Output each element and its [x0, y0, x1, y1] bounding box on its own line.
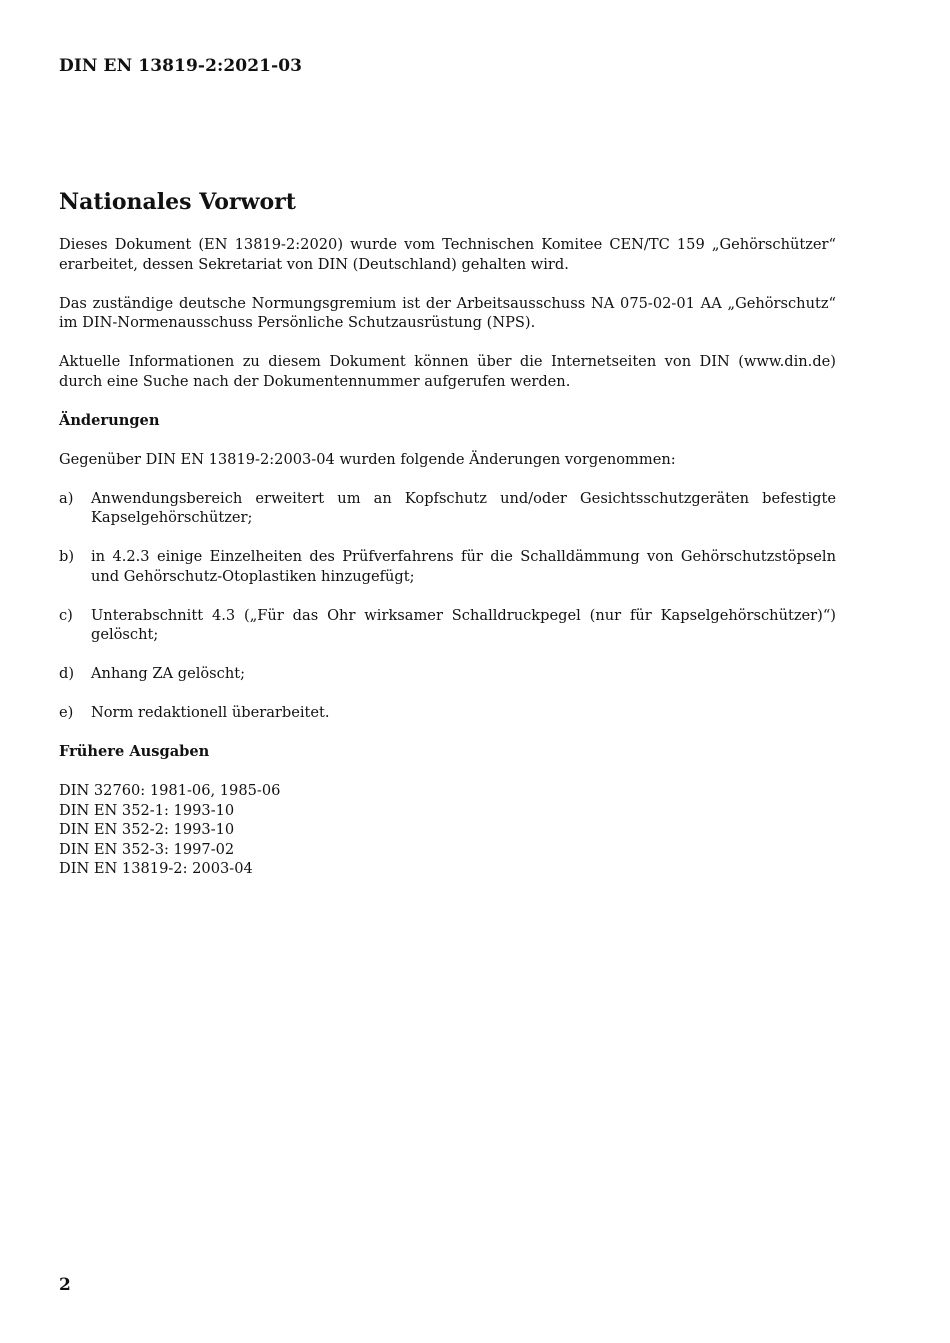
- list-item: [59, 664, 836, 684]
- list-item-text: Anwendungsbereich erweitert um an Kopfschutz und/oder Gesichtsschutzgeräten befestigte Kapselgehörschützer;: [91, 489, 836, 526]
- document-id-header: DIN EN 13819-2:2021-03: [59, 56, 303, 76]
- list-item-marker: c): [59, 606, 73, 624]
- list-item: DIN EN 13819-2: 2003-04: [59, 860, 253, 877]
- changes-list: [59, 489, 836, 723]
- list-item-marker: a): [59, 489, 74, 507]
- list-item-text: Anhang ZA gelöscht;: [91, 665, 246, 682]
- changes-intro: Gegenüber DIN EN 13819-2:2003-04 wurden folgende Änderungen vorgenommen:: [59, 450, 676, 468]
- page-title: Nationales Vorwort: [59, 189, 296, 215]
- foreword-paragraph-3: Aktuelle Informationen zu diesem Dokument können über die Internetseiten von DIN (www.din.de) durch eine Suche nach der Dokumentennummer aufgerufen werden.: [59, 353, 836, 390]
- list-item-marker: e): [59, 704, 74, 721]
- page-number: 2: [59, 1275, 71, 1295]
- list-item-marker: b): [59, 548, 75, 565]
- list-item-text: in 4.2.3 einige Einzelheiten des Prüfverfahrens für die Schalldämmung von Gehörschutzstöpseln und Gehörschutz-Otoplastiken hinzugefügt;: [91, 548, 836, 585]
- list-item: [59, 703, 836, 723]
- previous-editions-list: [59, 781, 836, 879]
- list-item: [59, 489, 836, 528]
- list-item-text: Norm redaktionell überarbeitet.: [91, 704, 330, 721]
- foreword-paragraph-2: Das zuständige deutsche Normungsgremium ist der Arbeitsausschuss NA 075-02-01 AA „Gehörschutz“ im DIN-Normenausschuss Persönliche Schutzausrüstung (NPS).: [59, 294, 836, 331]
- list-item: DIN EN 352-1: 1993-10: [59, 801, 235, 819]
- foreword-paragraph-1: Dieses Dokument (EN 13819-2:2020) wurde vom Technischen Komitee CEN/TC 159 „Gehörschützer“ erarbeitet, dessen Sekretariat von DIN (Deutschland) gehalten wird.: [59, 236, 836, 273]
- list-item: DIN 32760: 1981-06, 1985-06: [59, 782, 281, 799]
- list-item: [59, 606, 836, 645]
- list-item-marker: d): [59, 665, 75, 682]
- list-item: [59, 547, 836, 586]
- list-item: DIN EN 352-3: 1997-02: [59, 840, 235, 858]
- foreword-content: [59, 187, 836, 879]
- previous-editions-heading: Frühere Ausgaben: [59, 743, 210, 760]
- list-item: DIN EN 352-2: 1993-10: [59, 821, 235, 838]
- changes-heading: Änderungen: [59, 411, 160, 429]
- list-item-text: Unterabschnitt 4.3 („Für das Ohr wirksamer Schalldruckpegel (nur für Kapselgehörschützer)“) gelöscht;: [91, 606, 836, 643]
